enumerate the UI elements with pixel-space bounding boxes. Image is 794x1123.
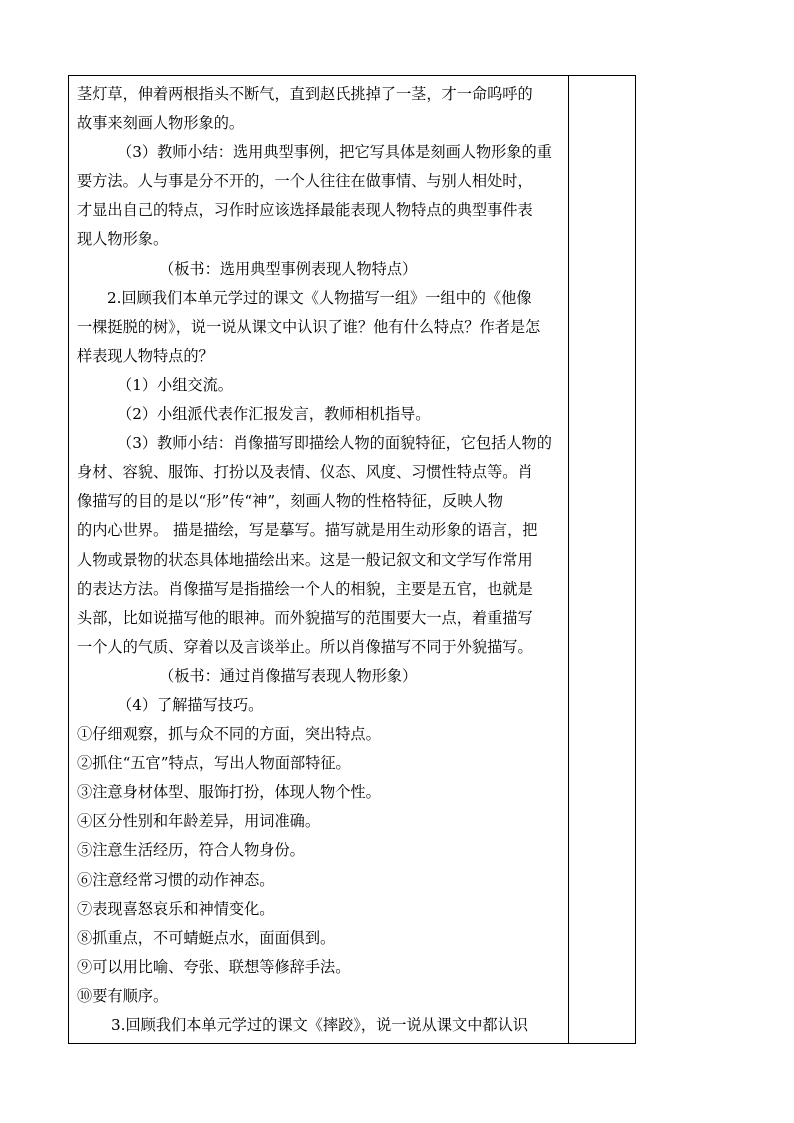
text-line: （2）小组派代表作汇报发言，教师相机指导。 xyxy=(117,405,431,424)
text-line: 现人物形象。 xyxy=(77,230,169,249)
text-line: 的内心世界。 描是描绘，写是摹写。描写就是用生动形象的语言，把 xyxy=(77,521,538,540)
text-line: 一个人的气质、穿着以及言谈举止。所以肖像描写不同于外貌描写。 xyxy=(77,637,533,656)
text-line: 样表现人物特点的？ xyxy=(77,346,214,365)
text-line: ⑥注意经常习惯的动作神态。 xyxy=(77,870,275,889)
text-line: 的表达方法。肖像描写是指描绘一个人的相貌，主要是五官，也就是 xyxy=(77,579,533,598)
text-line: （4）了解描写技巧。 xyxy=(117,695,264,714)
text-line: ⑨可以用比喻、夸张、联想等修辞手法。 xyxy=(77,957,351,976)
text-line: 人物或景物的状态具体地描绘出来。这是一般记叙文和文学写作常用 xyxy=(77,550,533,569)
text-line: 茎灯草，伸着两根指头不断气，直到赵氏挑掉了一茎，才一命呜呼的 xyxy=(77,85,533,103)
text-line: ⑦表现喜怒哀乐和神情变化。 xyxy=(77,899,275,918)
lesson-plan-table xyxy=(68,75,636,1044)
text-line: ①仔细观察，抓与众不同的方面，突出特点。 xyxy=(77,725,381,744)
text-line: ④区分性别和年龄差异，用词准确。 xyxy=(77,812,320,831)
text-line: 要方法。人与事是分不开的，一个人往往在做事情、与别人相处时， xyxy=(77,172,533,191)
notes-cell xyxy=(569,76,636,1043)
text-line: 头部，比如说描写他的眼神。而外貌描写的范围要大一点，着重描写 xyxy=(77,608,533,627)
text-line: （1）小组交流。 xyxy=(117,375,233,394)
text-line: 3.回顾我们本单元学过的课文《摔跤》，说一说从课文中都认识 xyxy=(111,1016,528,1034)
text-line: （3）教师小结：选用典型事例，把它写具体是刻画人物形象的重 xyxy=(117,143,552,162)
text-line: 像描写的目的是以“形”传“神”，刻画人物的性格特征，反映人物 xyxy=(77,492,503,511)
text-line: ③注意身材体型、服饰打扮，体现人物个性。 xyxy=(77,783,381,802)
lesson-content-cell xyxy=(77,80,563,1040)
text-line: ⑧抓重点，不可蜻蜓点水，面面俱到。 xyxy=(77,928,336,947)
text-line: 才显出自己的特点，习作时应该选择最能表现人物特点的典型事件表 xyxy=(77,201,533,220)
text-line: 一棵挺脱的树》，说一说从课文中认识了谁？他有什么特点？作者是怎 xyxy=(77,317,541,336)
text-line: ⑤注意生活经历，符合人物身份。 xyxy=(77,841,305,860)
text-line: （板书：通过肖像描写表现人物形象） xyxy=(159,666,418,685)
text-line: ②抓住“五官”特点，写出人物面部特征。 xyxy=(77,754,351,773)
text-line: 身材、容貌、服饰、打扮以及表情、仪态、风度、习惯性特点等。肖 xyxy=(77,463,533,482)
text-line: 2.回顾我们本单元学过的课文《人物描写一组》一组中的《他像 xyxy=(107,288,532,307)
text-line: （3）教师小结：肖像描写即描绘人物的面貌特征，它包括人物的 xyxy=(117,434,552,453)
text-line: （板书：选用典型事例表现人物特点） xyxy=(159,259,418,278)
text-line: ⑩要有顺序。 xyxy=(77,986,169,1005)
text-line: 故事来刻画人物形象的。 xyxy=(77,114,245,133)
